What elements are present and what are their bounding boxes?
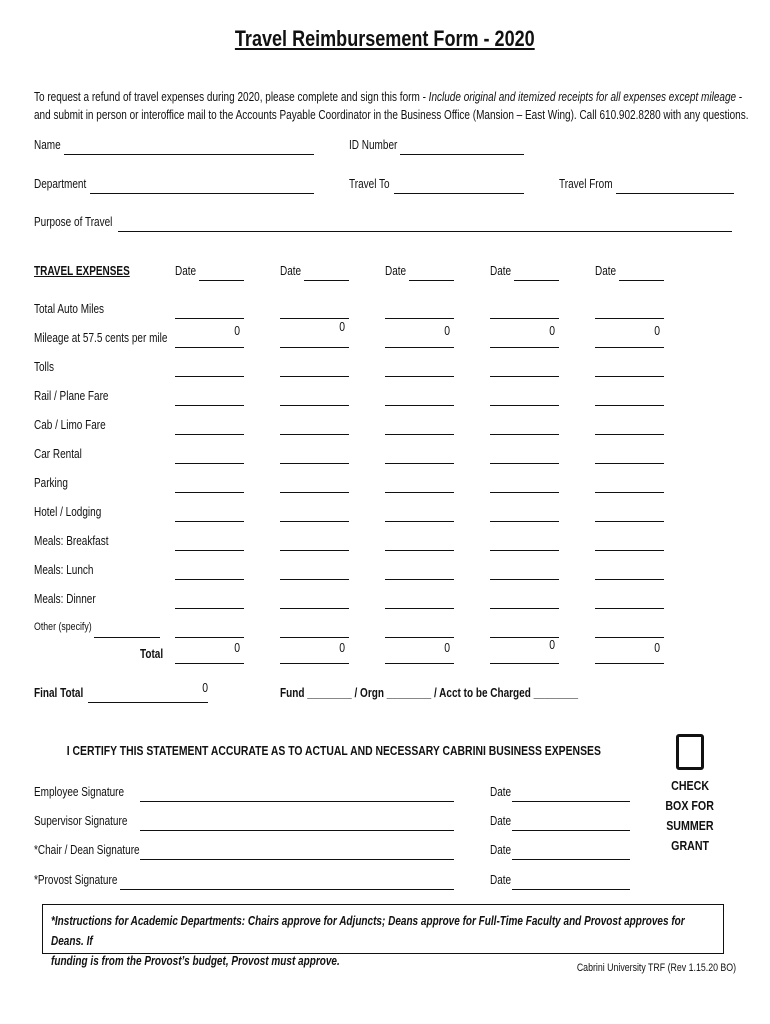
travel-from-field[interactable] (616, 175, 734, 194)
date-header-field[interactable] (409, 262, 454, 281)
employee-date-field[interactable] (512, 783, 630, 802)
expense-cell[interactable] (175, 619, 244, 638)
date-header-field[interactable] (514, 262, 559, 281)
expense-row-label: Car Rental (34, 447, 82, 461)
intro-line-1: To request a refund of travel expenses during 2020, please complete and sign this form - Include original and itemized receipts for all expenses except mileage - (34, 90, 743, 104)
employee-date-label: Date (490, 785, 512, 799)
summer-grant-label: CHECK BOX FOR SUMMER GRANT (665, 778, 715, 853)
total-label: Total (140, 647, 164, 661)
expense-row-label: Total Auto Miles (34, 302, 105, 316)
mileage-amount: 0 (444, 323, 450, 338)
date-header-label: Date (385, 264, 407, 278)
expense-cell[interactable] (280, 387, 349, 406)
expense-row-label: Meals: Dinner (34, 592, 96, 606)
mileage-amount: 0 (549, 323, 555, 338)
total-amount: 0 (444, 640, 450, 655)
mileage-amount: 0 (654, 323, 660, 338)
date-header-label: Date (490, 264, 512, 278)
expense-cell[interactable] (280, 503, 349, 522)
other-specify-field[interactable] (94, 619, 160, 638)
provost-signature-field[interactable] (120, 871, 454, 890)
final-total-value: 0 (202, 680, 208, 695)
expense-row-label: Meals: Breakfast (34, 534, 109, 548)
form-revision-footer: Cabrini University TRF (Rev 1.15.20 BO) (576, 962, 736, 974)
expense-cell[interactable] (595, 445, 664, 464)
id-number-label: ID Number (349, 138, 398, 152)
expense-cell[interactable] (175, 532, 244, 551)
expense-cell[interactable] (490, 416, 559, 435)
expense-row-label: Rail / Plane Fare (34, 389, 109, 403)
summer-grant-checkbox[interactable] (676, 734, 704, 770)
expense-cell[interactable] (490, 474, 559, 493)
expense-cell[interactable] (385, 474, 454, 493)
date-header-label: Date (175, 264, 197, 278)
expense-cell[interactable] (595, 590, 664, 609)
expense-cell[interactable] (595, 474, 664, 493)
date-header-label: Date (280, 264, 302, 278)
mileage-amount: 0 (234, 323, 240, 338)
expense-cell[interactable] (175, 358, 244, 377)
chair-dean-date-field[interactable] (512, 841, 630, 860)
expense-cell[interactable] (280, 590, 349, 609)
id-number-field[interactable] (400, 136, 524, 155)
expense-cell[interactable] (490, 445, 559, 464)
travel-expenses-heading: TRAVEL EXPENSES (34, 264, 130, 278)
expense-cell[interactable] (385, 532, 454, 551)
date-header-field[interactable] (304, 262, 349, 281)
total-amount: 0 (339, 640, 345, 655)
purpose-field[interactable] (118, 213, 732, 232)
expense-cell[interactable] (385, 619, 454, 638)
form-title: Travel Reimbursement Form - 2020 (235, 26, 535, 51)
expense-cell[interactable] (385, 358, 454, 377)
expense-cell[interactable] (175, 474, 244, 493)
date-header-field[interactable] (199, 262, 244, 281)
expense-cell[interactable] (385, 445, 454, 464)
final-total-label: Final Total (34, 686, 84, 700)
purpose-label: Purpose of Travel (34, 215, 113, 229)
expense-cell[interactable] (175, 590, 244, 609)
employee-signature-field[interactable] (140, 783, 454, 802)
supervisor-date-label: Date (490, 814, 512, 828)
supervisor-signature-label: Supervisor Signature (34, 814, 128, 828)
expense-cell[interactable] (490, 590, 559, 609)
expense-cell[interactable] (490, 503, 559, 522)
provost-date-label: Date (490, 873, 512, 887)
expense-cell[interactable] (385, 387, 454, 406)
expense-cell[interactable] (490, 300, 559, 319)
chair-dean-date-label: Date (490, 843, 512, 857)
expense-cell[interactable] (280, 619, 349, 638)
expense-cell[interactable] (280, 532, 349, 551)
expense-cell[interactable] (595, 387, 664, 406)
expense-cell[interactable] (280, 300, 349, 319)
expense-cell[interactable] (385, 416, 454, 435)
instructions-note: *Instructions for Academic Departments: Chairs approve for Adjuncts; Deans approve for Full-Time Faculty and Provost approves for Deans. If funding is from the Provost’s budget, Provost must approve. (42, 904, 724, 954)
travel-to-field[interactable] (394, 175, 524, 194)
expense-cell[interactable] (175, 416, 244, 435)
chair-dean-signature-label: *Chair / Dean Signature (34, 843, 140, 857)
expense-row-label: Meals: Lunch (34, 563, 94, 577)
expense-cell[interactable] (595, 416, 664, 435)
expense-cell[interactable] (595, 300, 664, 319)
provost-date-field[interactable] (512, 871, 630, 890)
expense-cell[interactable] (490, 561, 559, 580)
expense-cell[interactable] (490, 387, 559, 406)
total-amount: 0 (234, 640, 240, 655)
fund-orgn-acct[interactable]: Fund ________ / Orgn ________ / Acct to be Charged ________ (280, 686, 579, 700)
expense-cell[interactable] (595, 619, 664, 638)
expense-cell[interactable] (280, 416, 349, 435)
provost-signature-label: *Provost Signature (34, 873, 118, 887)
employee-signature-label: Employee Signature (34, 785, 125, 799)
mileage-amount: 0 (339, 319, 345, 334)
expense-cell[interactable] (175, 387, 244, 406)
date-header-field[interactable] (619, 262, 664, 281)
expense-row-label: Hotel / Lodging (34, 505, 102, 519)
expense-row-label: Parking (34, 476, 68, 490)
expense-cell[interactable] (175, 300, 244, 319)
expense-cell[interactable] (385, 590, 454, 609)
total-amount: 0 (549, 637, 555, 652)
name-label: Name (34, 138, 61, 152)
expense-cell[interactable] (280, 474, 349, 493)
expense-cell[interactable] (175, 561, 244, 580)
expense-row-label: Other (specify) (34, 621, 92, 633)
department-label: Department (34, 177, 87, 191)
name-field[interactable] (64, 136, 314, 155)
expense-cell[interactable] (595, 532, 664, 551)
expense-row-label: Mileage at 57.5 cents per mile (34, 331, 168, 345)
expense-cell[interactable] (490, 619, 559, 638)
expense-cell[interactable] (175, 503, 244, 522)
expense-cell[interactable] (385, 503, 454, 522)
travel-from-label: Travel From (559, 177, 613, 191)
expense-cell[interactable] (175, 445, 244, 464)
expense-cell[interactable] (385, 561, 454, 580)
chair-dean-signature-field[interactable] (140, 841, 454, 860)
supervisor-signature-field[interactable] (140, 812, 454, 831)
expense-row-label: Tolls (34, 360, 55, 374)
expense-cell[interactable] (595, 503, 664, 522)
expense-cell[interactable] (490, 532, 559, 551)
supervisor-date-field[interactable] (512, 812, 630, 831)
expense-cell[interactable] (385, 300, 454, 319)
expense-cell[interactable] (490, 358, 559, 377)
expense-cell[interactable] (595, 561, 664, 580)
intro-line-2: and submit in person or interoffice mail to the Accounts Payable Coordinator in the Business Office (Mansion – East Wing). Call 610.902.8280 with any questions. (34, 108, 749, 122)
department-field[interactable] (90, 175, 314, 194)
certify-statement: I CERTIFY THIS STATEMENT ACCURATE AS TO ACTUAL AND NECESSARY CABRINI BUSINESS EXPENSES (66, 743, 601, 758)
date-header-label: Date (595, 264, 617, 278)
travel-to-label: Travel To (349, 177, 390, 191)
expense-cell[interactable] (280, 358, 349, 377)
expense-row-label: Cab / Limo Fare (34, 418, 106, 432)
expense-cell[interactable] (595, 358, 664, 377)
expense-cell[interactable] (280, 561, 349, 580)
expense-cell[interactable] (280, 445, 349, 464)
total-amount: 0 (654, 640, 660, 655)
